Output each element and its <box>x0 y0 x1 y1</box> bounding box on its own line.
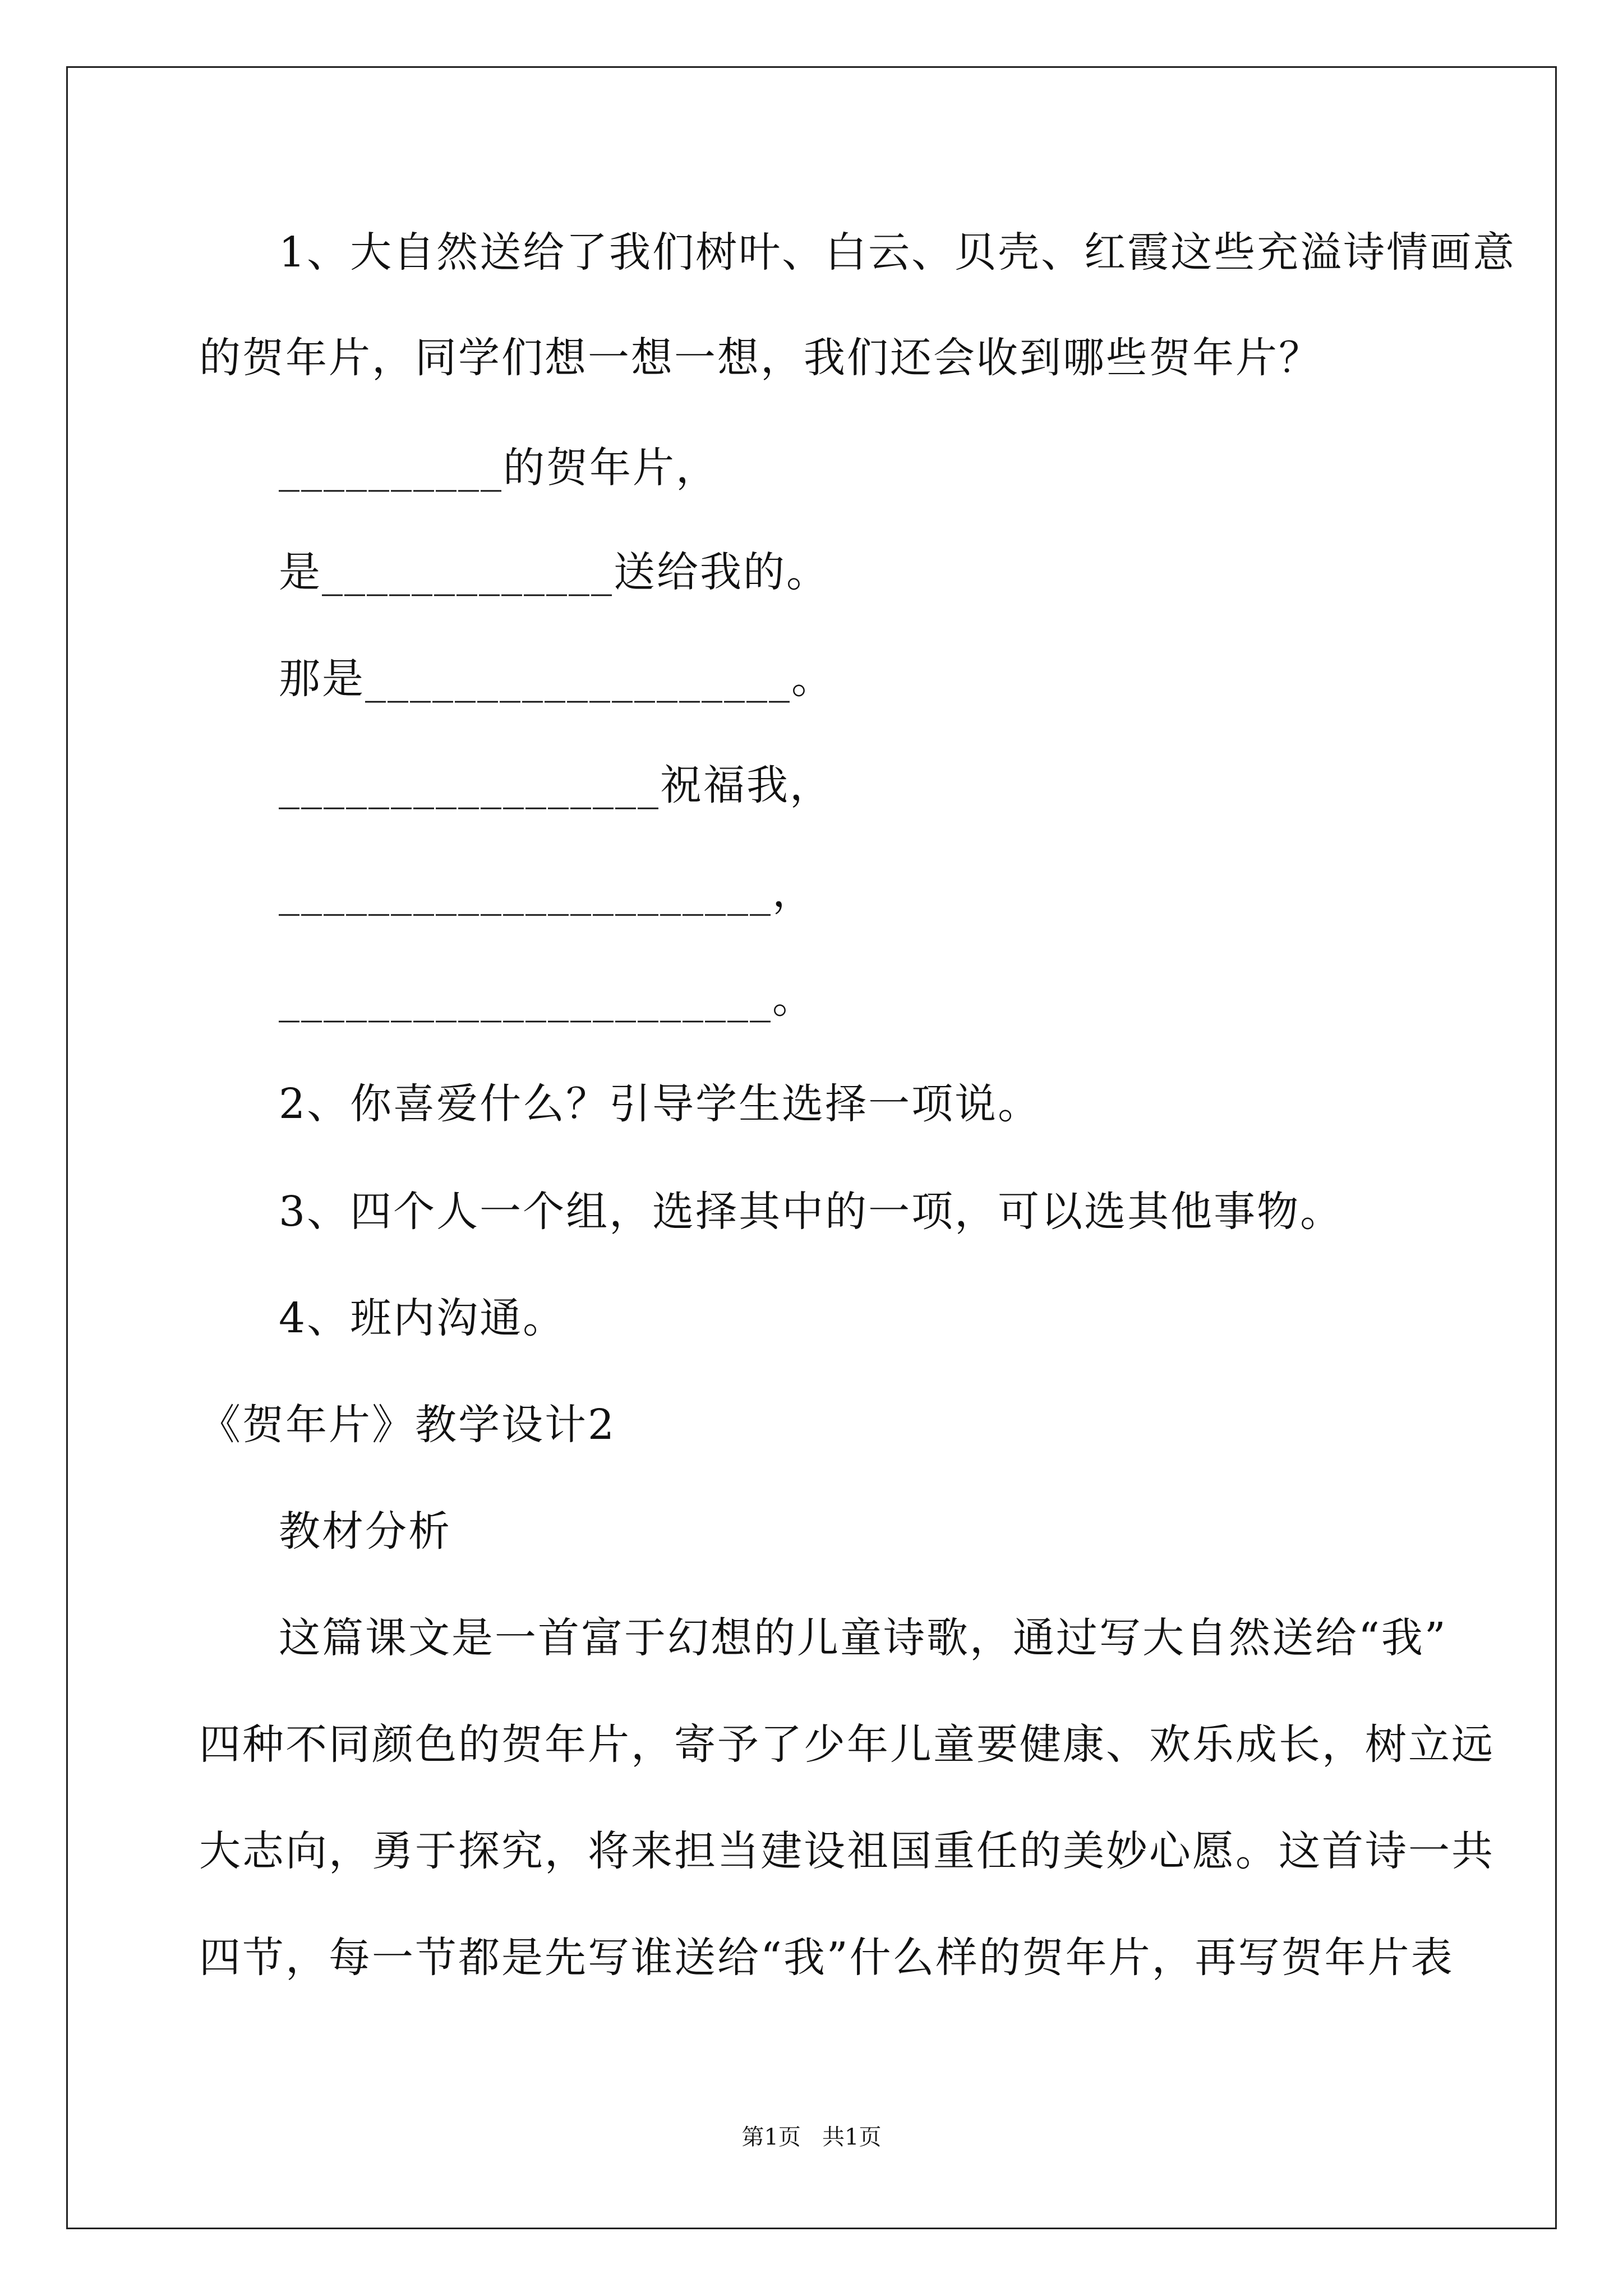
fill-blank-line-2: 是_____________送给我的。 <box>279 548 829 596</box>
analysis-line-4: 四节，每一节都是先写谁送给“我”什么样的贺年片，再写贺年片表 <box>199 1934 1454 1982</box>
page-border <box>66 66 1557 2229</box>
analysis-line-2: 四种不同颜色的贺年片，寄予了少年儿童要健康、欢乐成长，树立远 <box>199 1720 1495 1769</box>
subsection-heading: 教材分析 <box>279 1507 451 1556</box>
fill-blank-line-6: ______________________。 <box>279 974 815 1023</box>
analysis-line-1: 这篇课文是一首富于幻想的儿童诗歌，通过写大自然送给“我” <box>279 1614 1447 1662</box>
item-3-line: 3、四个人一个组，选择其中的一项，可以选其他事物。 <box>279 1188 1344 1236</box>
page-number-footer: 第1页 共1页 <box>741 2124 882 2150</box>
section-title: 《贺年片》教学设计2 <box>199 1401 616 1449</box>
paragraph-1-line-1: 1、大自然送给了我们树叶、白云、贝壳、红霞这些充溢诗情画意 <box>279 228 1516 277</box>
item-2-line: 2、你喜爱什么？引导学生选择一项说。 <box>279 1080 1041 1128</box>
fill-blank-line-1: __________的贺年片， <box>279 444 719 492</box>
paragraph-1-line-2: 的贺年片，同学们想一想一想，我们还会收到哪些贺年片？ <box>199 334 1322 382</box>
fill-blank-line-4: _________________祝福我， <box>279 761 833 809</box>
analysis-line-3: 大志向，勇于探究，将来担当建设祖国重任的美妙心愿。这首诗一共 <box>199 1827 1495 1875</box>
fill-blank-line-3: 那是___________________。 <box>279 655 834 703</box>
fill-blank-line-5: ______________________， <box>279 868 815 916</box>
item-4-line: 4、班内沟通。 <box>279 1294 566 1342</box>
